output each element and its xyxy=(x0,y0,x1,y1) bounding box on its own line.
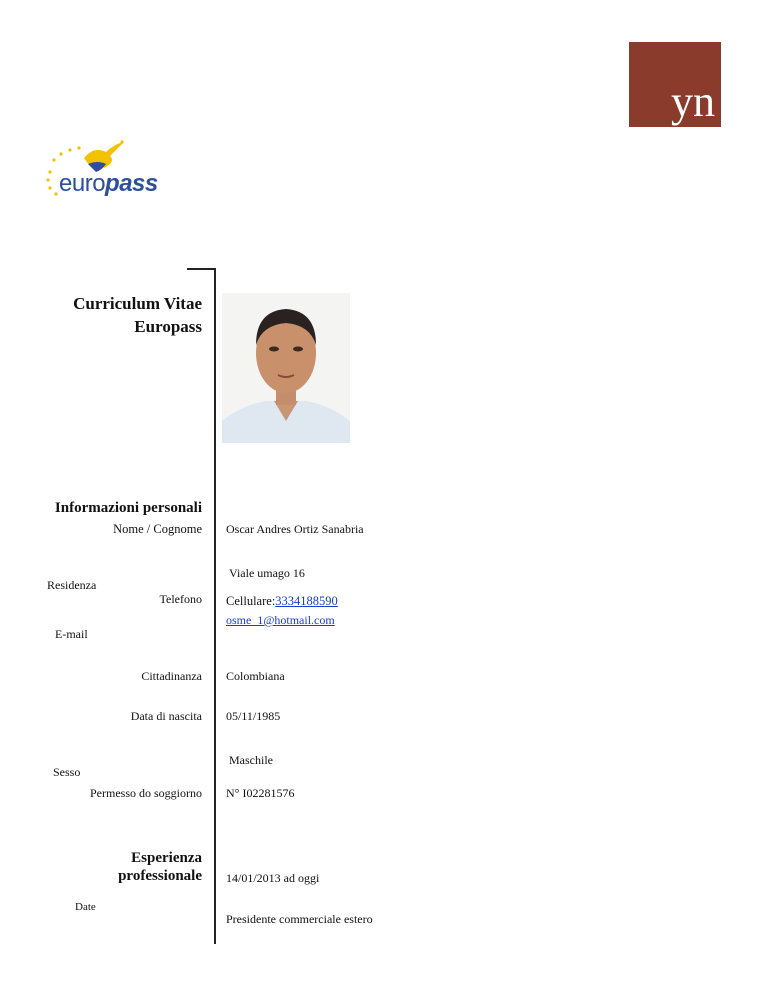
email-value xyxy=(226,613,335,628)
citizenship-value: Colombiana xyxy=(226,669,285,683)
section-work-experience-line1: Esperienza xyxy=(131,850,202,866)
citizenship-label: Cittadinanza xyxy=(141,669,202,683)
phone-label: Telefono xyxy=(159,592,202,606)
birth-label: Data di nascita xyxy=(130,709,202,723)
phone-value xyxy=(226,594,338,609)
address-value: Viale umago 16 xyxy=(229,566,305,580)
section-work-experience-line2: professionale xyxy=(118,868,202,884)
experience-date-value: 14/01/2013 ad oggi xyxy=(226,871,320,885)
experience-role-value: Presidente commerciale estero xyxy=(226,912,373,926)
residence-label: Residenza xyxy=(47,578,97,592)
email-label: E-mail xyxy=(55,627,88,641)
europass-logo xyxy=(44,138,164,200)
name-label: Nome / Cognome xyxy=(113,522,202,536)
birth-value: 05/11/1985 xyxy=(226,709,281,723)
corner-logo-text: yn xyxy=(671,77,715,126)
permit-value: N° I02281576 xyxy=(226,786,295,800)
cv-title-line2: Europass xyxy=(134,317,202,336)
experience-date-label: Date xyxy=(75,901,96,913)
sex-label: Sesso xyxy=(53,765,81,779)
sex-value: Maschile xyxy=(229,753,273,767)
permit-label: Permesso do soggiorno xyxy=(90,786,202,800)
section-personal-info: Informazioni personali xyxy=(54,500,202,516)
phone-link[interactable]: 3334188590 xyxy=(275,594,338,608)
cv-title xyxy=(73,292,202,338)
europass-wordmark: europass xyxy=(59,170,158,197)
name-value: Oscar Andres Ortiz Sanabria xyxy=(226,522,364,536)
section-work-experience xyxy=(118,849,202,885)
header-rule xyxy=(187,268,215,270)
corner-logo xyxy=(629,42,721,127)
cv-title-line1: Curriculum Vitae xyxy=(73,294,202,313)
column-divider xyxy=(214,268,216,944)
phone-prefix: Cellulare: xyxy=(226,594,276,608)
email-link[interactable]: osme_1@hotmail.com xyxy=(226,613,335,627)
profile-photo xyxy=(222,293,350,443)
